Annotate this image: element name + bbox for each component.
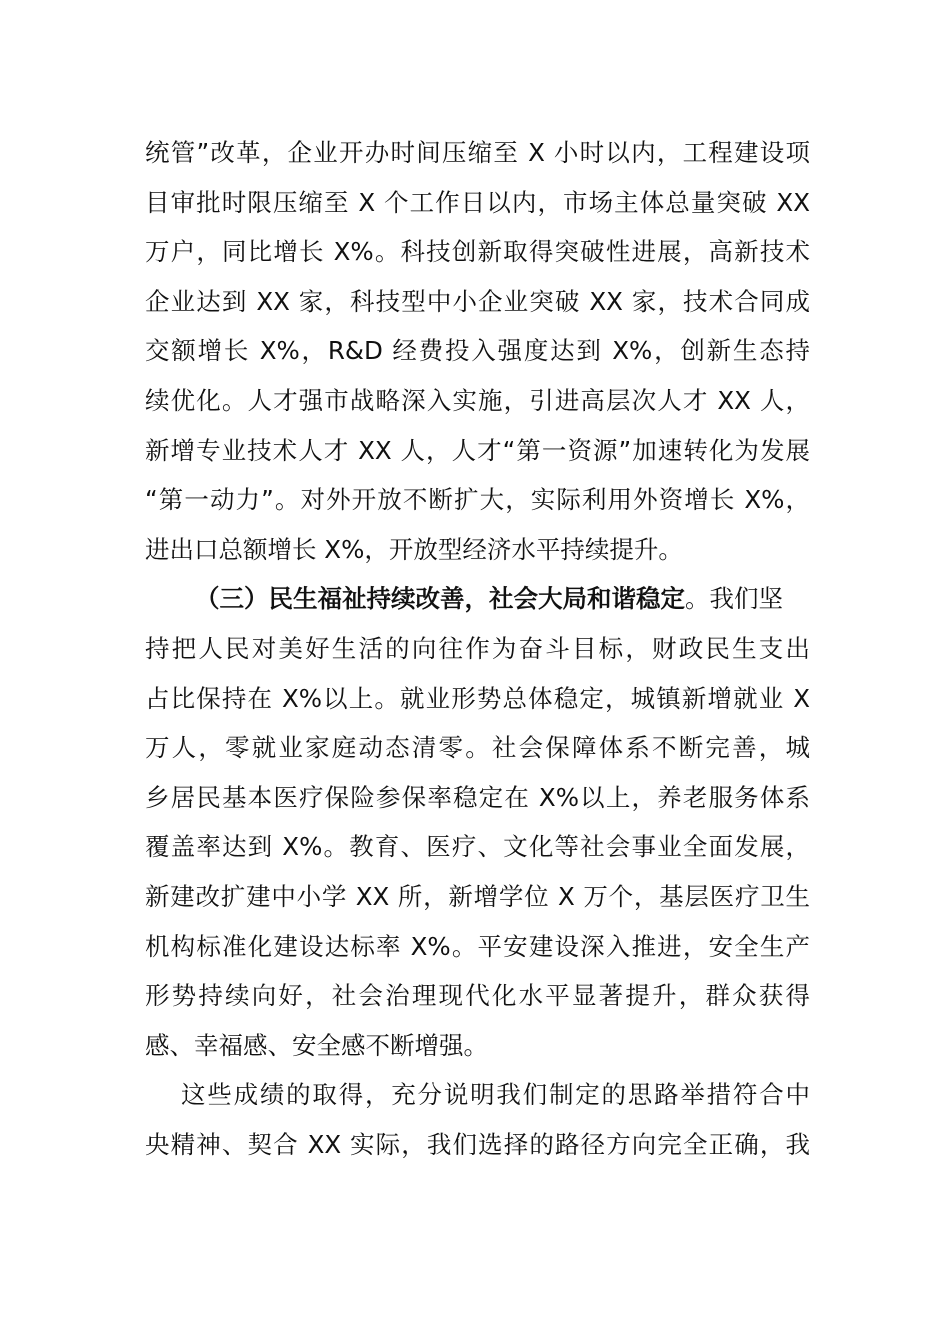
text-line: 央精神、契合 XX 实际，我们选择的路径方向完全正确，我: [145, 1129, 810, 1159]
text-line: 企业达到 XX 家，科技型中小企业突破 XX 家，技术合同成: [145, 286, 810, 316]
paragraph-closing: [145, 1070, 810, 1169]
text-line: 乡居民基本医疗保险参保率稳定在 X%以上，养老服务体系: [145, 782, 810, 812]
paragraph-section-3: [145, 574, 810, 1070]
text-line: 占比保持在 X%以上。就业形势总体稳定，城镇新增就业 X: [145, 683, 810, 713]
text-line: 新建改扩建中小学 XX 所，新增学位 X 万个，基层医疗卫生: [145, 881, 810, 911]
text-line: 这些成绩的取得，充分说明我们制定的思路举措符合中: [181, 1080, 810, 1110]
text-line: 交额增长 X%，R&D 经费投入强度达到 X%，创新生态持: [145, 336, 810, 366]
text-line: 进出口总额增长 X%，开放型经济水平持续提升。: [145, 534, 683, 564]
text-line: 持把人民对美好生活的向往作为奋斗目标，财政民生支出: [145, 633, 810, 663]
text-line: 覆盖率达到 X%。教育、医疗、文化等社会事业全面发展，: [145, 832, 810, 862]
text-line: 万人，零就业家庭动态清零。社会保障体系不断完善，城: [145, 733, 810, 763]
text-line: 机构标准化建设达标率 X%。平安建设深入推进，安全生产: [145, 931, 810, 961]
text-line: 万户，同比增长 X%。科技创新取得突破性进展，高新技术: [145, 237, 810, 267]
section-heading-tail: 。我们坚: [685, 584, 783, 614]
section-heading: （三）民生福祉持续改善，社会大局和谐稳定: [195, 584, 685, 614]
text-line: 新增专业技术人才 XX 人，人才“第一资源”加速转化为发展: [145, 435, 810, 465]
text-line: 目审批时限压缩至 X 个工作日以内，市场主体总量突破 XX: [145, 187, 810, 217]
paragraph-reform-innovation: [145, 128, 810, 574]
text-line: 形势持续向好，社会治理现代化水平显著提升，群众获得: [145, 981, 810, 1011]
text-line: “第一动力”。对外开放不断扩大，实际利用外资增长 X%，: [145, 485, 811, 515]
document-body: [145, 128, 810, 1169]
section-heading-line: [145, 574, 810, 624]
text-line: 感、幸福感、安全感不断增强。: [145, 1030, 488, 1060]
text-line: 续优化。人才强市战略深入实施，引进高层次人才 XX 人，: [145, 385, 810, 415]
text-line: 统管”改革，企业开办时间压缩至 X 小时以内，工程建设项: [145, 138, 810, 167]
